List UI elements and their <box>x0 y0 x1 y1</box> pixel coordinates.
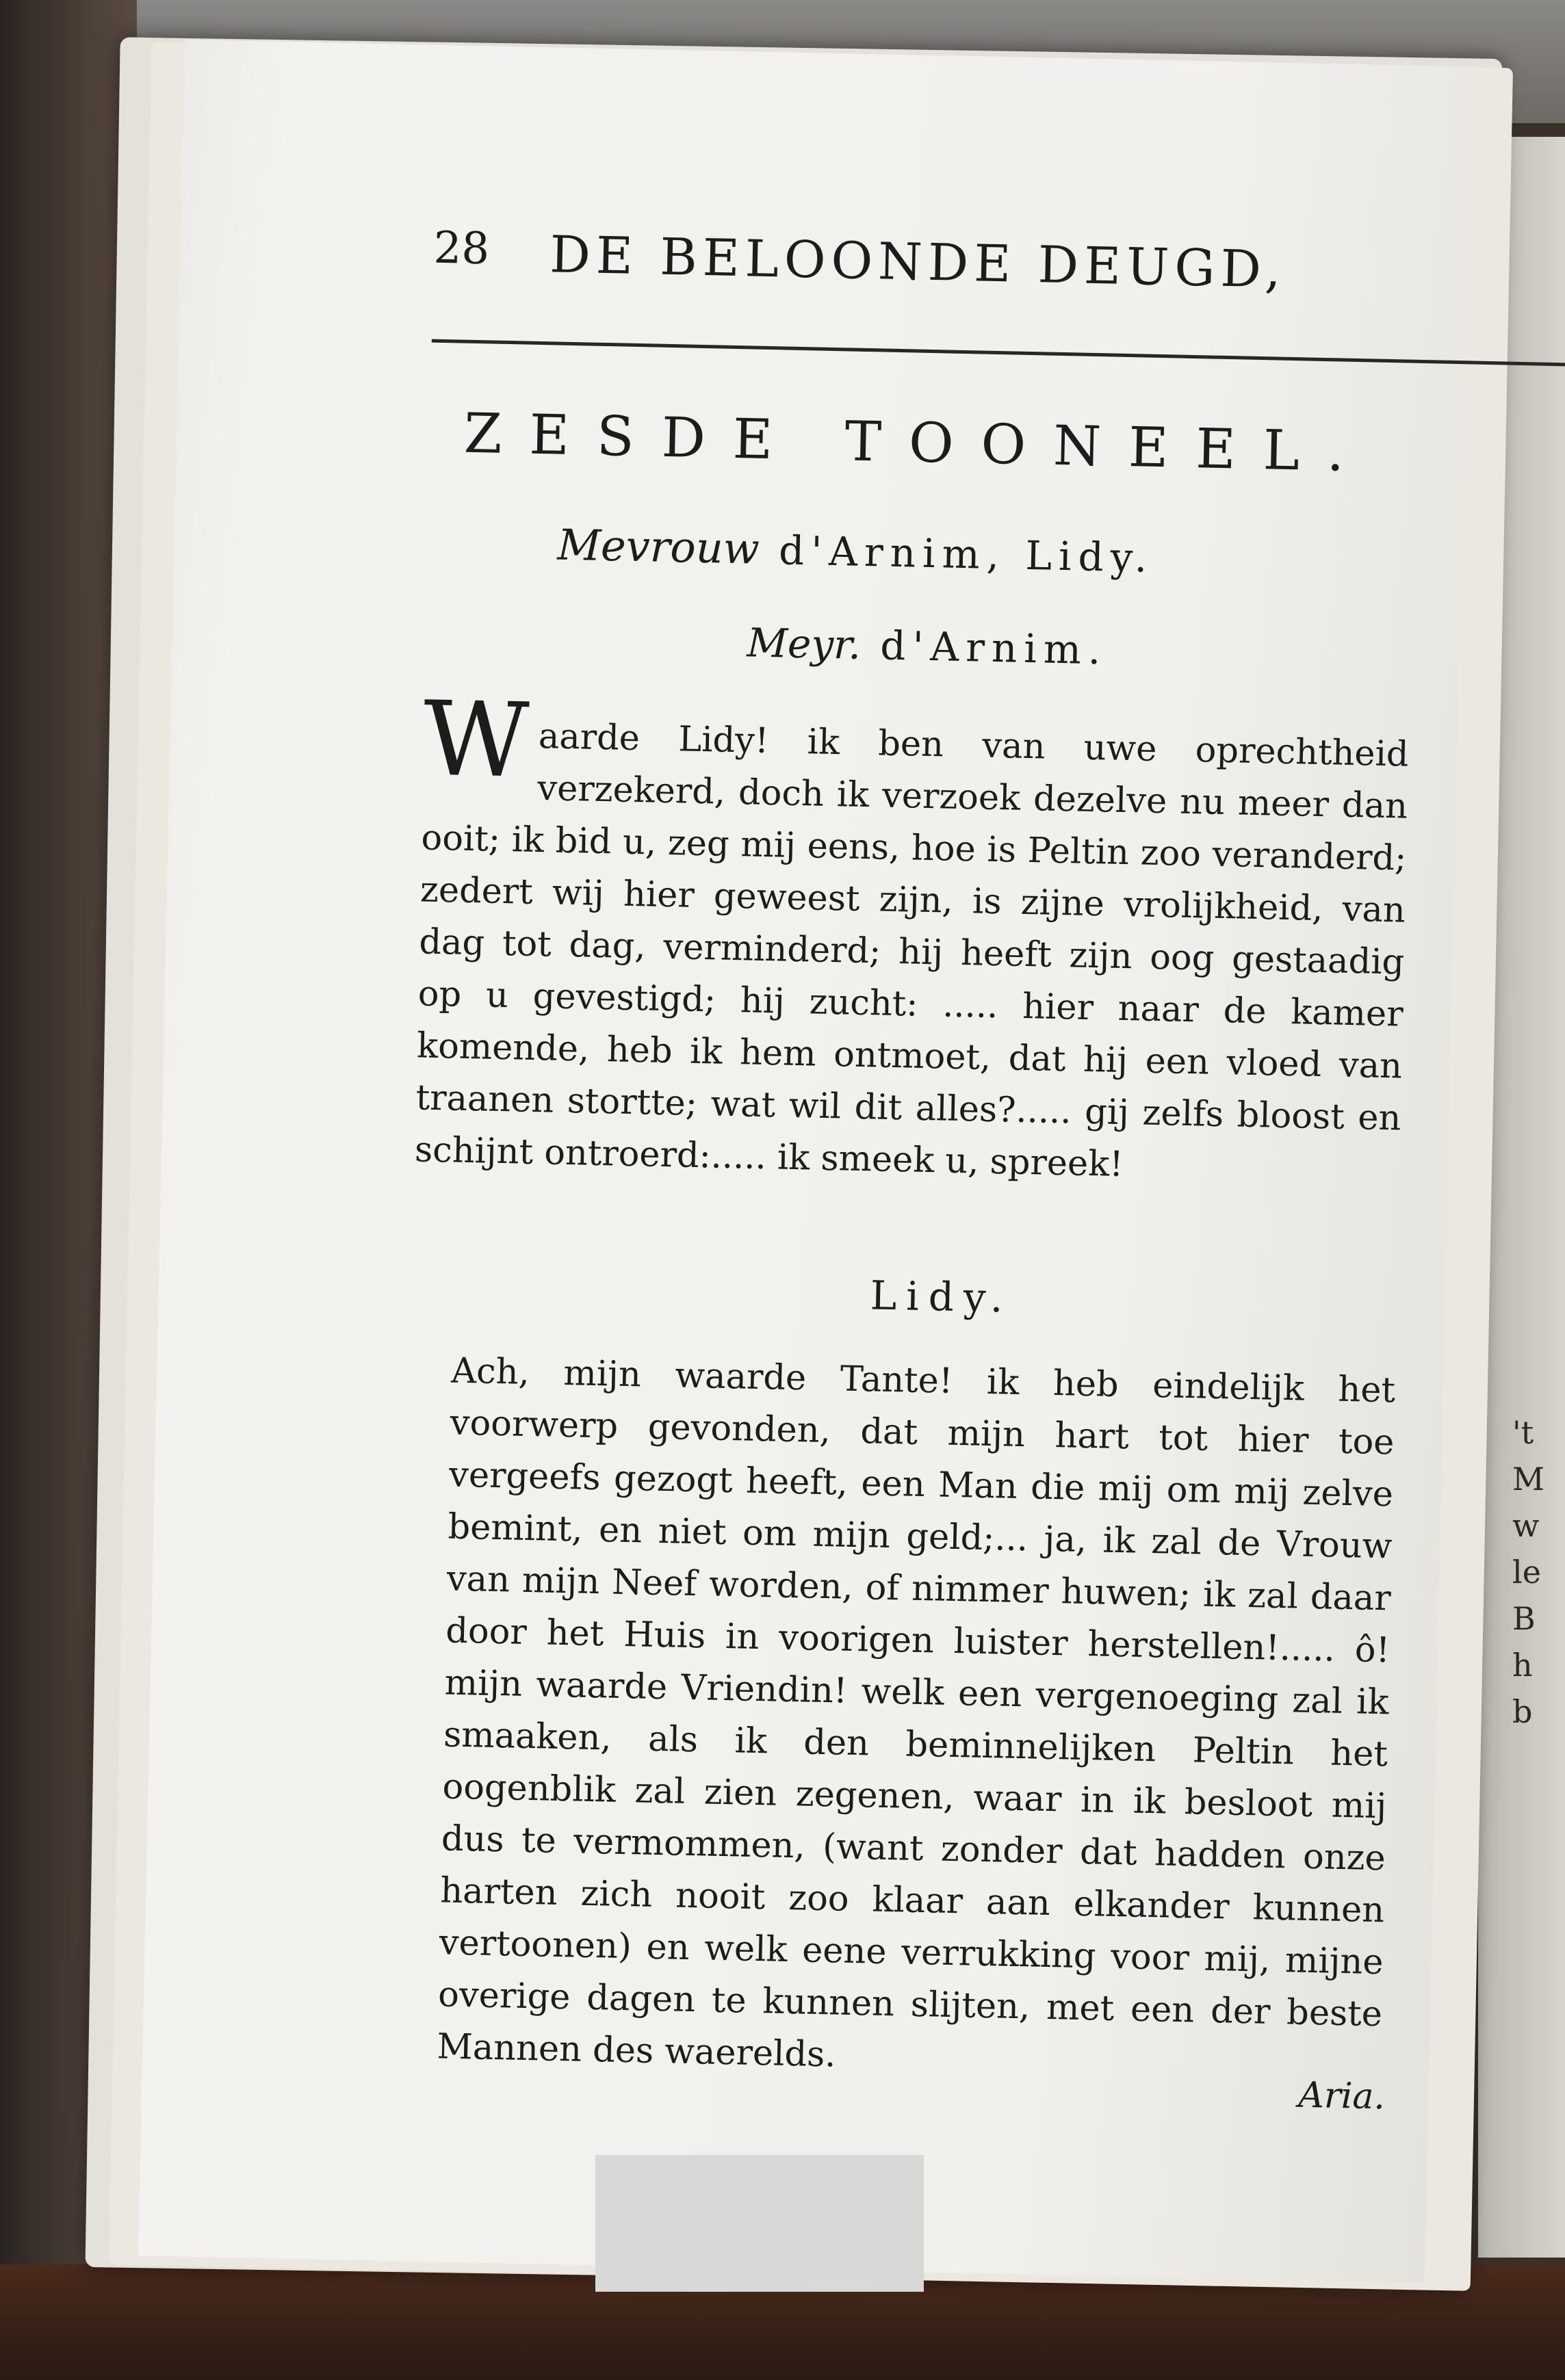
header-rule <box>432 339 1565 367</box>
facing-fragment: w <box>1512 1507 1540 1544</box>
running-title: DE BELOONDE DEUGD, <box>549 225 1287 300</box>
page-header <box>432 222 1565 300</box>
characters-line <box>557 520 1154 582</box>
speech-text-lidy: Ach, mijn waarde Tante! ik heb eindelijk het voorwerp gevonden, dat mijn hart tot hier toe vergeefs gezogt heeft, een Man die mij om mij zelve bemint, en niet om mijn geld;... ja, ik zal de Vrouw van mijn Neef worden, of nimmer huwen; ik zal daar door het Huis in voorigen luister herstellen!..... ô! mijn waarde Vriendin! welk een vergenoeging zal ik smaaken, als ik den beminnelijken Peltin het oogenblik zal zien zegenen, waar in ik besloot mij dus te vermommen, (want zonder dat hadden onze harten zich nooit zoo klaar aan elkander kunnen vertoonen) en welk eene verrukking voor mij, mijne overige dagen te kunnen slijten, met een der beste Mannen des waerelds. <box>437 1350 1396 2076</box>
facing-fragment: h <box>1512 1647 1533 1684</box>
facing-fragment: le <box>1512 1554 1541 1591</box>
speaker-prefix: Meyr. <box>747 619 862 668</box>
speaker-label-lidy: Lidy. <box>870 1272 1013 1322</box>
facing-fragment: M <box>1512 1461 1545 1498</box>
speaker-label <box>747 619 1108 673</box>
facing-page-fragments <box>1512 1409 1544 1735</box>
speech-block-lidy <box>396 1344 1396 2093</box>
drop-cap: W <box>422 679 530 801</box>
facing-fragment: B <box>1512 1600 1536 1637</box>
speaker-name: d'Arnim. <box>879 622 1109 674</box>
speech-block <box>414 679 1410 1197</box>
characters-prefix: Mevrouw <box>556 519 760 574</box>
scene-title: ZESDE TOONEEL. <box>463 401 1373 484</box>
characters-names: d'Arnim, Lidy. <box>778 527 1154 581</box>
redaction-box <box>595 2155 924 2292</box>
speech-text: aarde Lidy! ik ben van uwe oprechtheid verzekerd, doch ik verzoek dezelve nu meer dan ooit; ik bid u, zeg mij eens, hoe is Peltin zoo veranderd; zedert wij hier geweest zijn, is zijne vrolijkheid, van dag tot dag, verminderd; hij heeft zijn oog gestaadig op u gevestigd; hij zucht: ..... hier naar de kamer komende, heb ik hem ontmoet, dat hij een vloed van traanen stortte; wat wil dit alles?..... gij zelfs bloost en schijnt ontroerd:..... ik smeek u, spreek! <box>414 716 1410 1186</box>
page-number: 28 <box>432 222 490 275</box>
facing-fragment: 't <box>1512 1414 1534 1451</box>
catchword: Aria. <box>1297 2074 1386 2118</box>
book-page <box>138 40 1471 2283</box>
facing-fragment: b <box>1512 1693 1533 1730</box>
